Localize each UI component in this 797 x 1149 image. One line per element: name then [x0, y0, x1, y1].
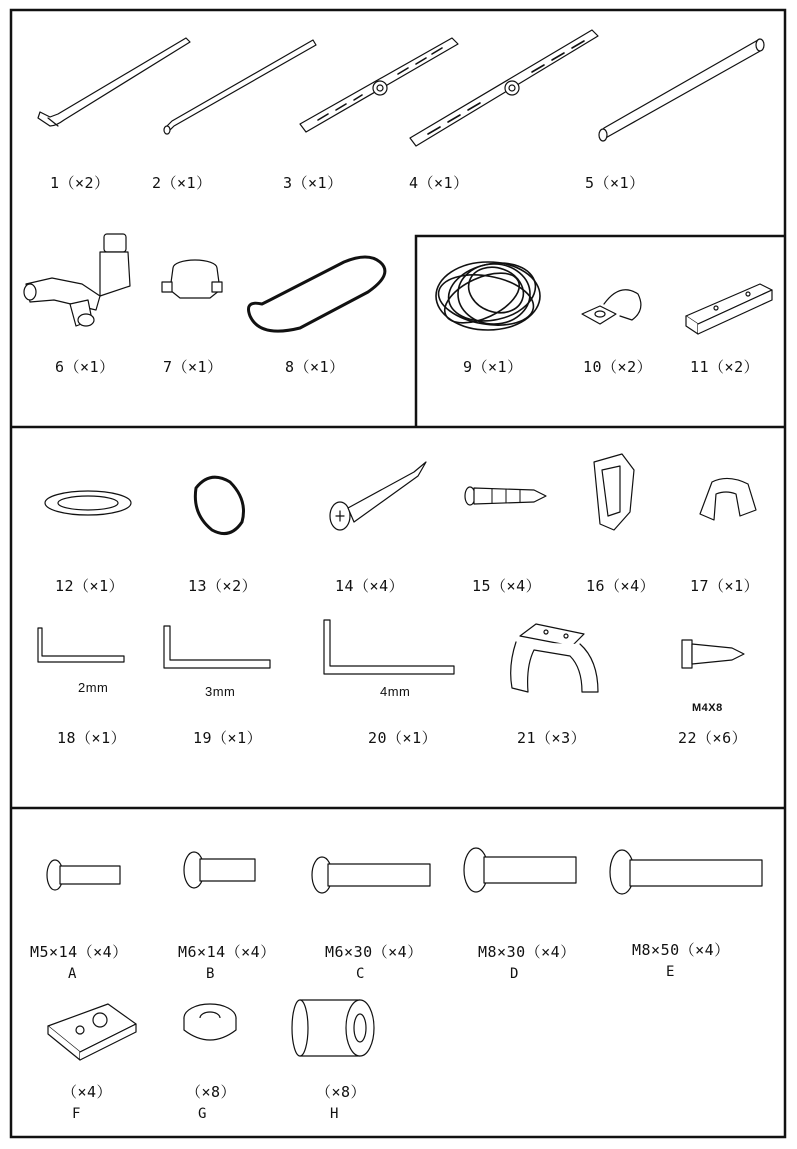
part-22-screw — [682, 640, 744, 668]
part-12-washer — [45, 491, 131, 515]
label-part-4: 4（×1） — [409, 174, 469, 192]
label-hardware-b: M6×14（×4） — [178, 943, 276, 961]
part-10-cable-clip — [582, 290, 641, 324]
size-part-18: 2mm — [78, 680, 109, 695]
label-part-18: 18（×1） — [57, 729, 127, 747]
sleeve-h — [292, 1000, 374, 1056]
letter-hardware-h: H — [330, 1106, 339, 1122]
part-9-cable-ties — [435, 255, 541, 333]
bolt-a — [47, 860, 120, 890]
label-part-15: 15（×4） — [472, 577, 542, 595]
letter-hardware-d: D — [510, 966, 519, 982]
part-7-clamp — [162, 260, 222, 298]
label-part-22: 22（×6） — [678, 729, 748, 747]
part-21-clamp — [511, 624, 598, 692]
label-hardware-a: M5×14（×4） — [30, 943, 128, 961]
label-part-1: 1（×2） — [50, 174, 110, 192]
label-hardware-g: （×8） — [186, 1083, 237, 1101]
letter-hardware-a: A — [68, 966, 77, 982]
part-18-hex-key — [38, 628, 124, 662]
label-part-12: 12（×1） — [55, 577, 125, 595]
label-part-11: 11（×2） — [690, 358, 760, 376]
size-part-22: M4X8 — [692, 702, 723, 714]
spacer-g — [184, 1004, 236, 1040]
bolt-c — [312, 857, 430, 893]
label-hardware-h: （×8） — [316, 1083, 367, 1101]
letter-hardware-f: F — [72, 1106, 81, 1122]
part-14-screw — [330, 462, 426, 530]
part-8-oval-ring — [249, 257, 385, 331]
bolt-d — [464, 848, 576, 892]
label-part-14: 14（×4） — [335, 577, 405, 595]
part-3-slotted-bar — [300, 38, 458, 132]
plate-f — [48, 1004, 136, 1060]
label-part-13: 13（×2） — [188, 577, 258, 595]
letter-hardware-c: C — [356, 966, 365, 982]
part-16-clip — [594, 454, 634, 530]
label-part-19: 19（×1） — [193, 729, 263, 747]
part-5-tube — [599, 39, 764, 141]
part-1-bent-rod — [38, 38, 190, 126]
label-part-20: 20（×1） — [368, 729, 438, 747]
letter-hardware-b: B — [206, 966, 215, 982]
label-hardware-f: （×4） — [62, 1083, 113, 1101]
bolt-e — [610, 850, 762, 894]
label-part-2: 2（×1） — [152, 174, 212, 192]
size-part-19: 3mm — [205, 684, 236, 699]
label-part-17: 17（×1） — [690, 577, 760, 595]
label-part-6: 6（×1） — [55, 358, 115, 376]
label-part-5: 5（×1） — [585, 174, 645, 192]
label-hardware-c: M6×30（×4） — [325, 943, 423, 961]
label-hardware-d: M8×30（×4） — [478, 943, 576, 961]
label-part-8: 8（×1） — [285, 358, 345, 376]
letter-hardware-g: G — [198, 1106, 207, 1122]
label-part-9: 9（×1） — [463, 358, 523, 376]
part-20-hex-key — [324, 620, 454, 674]
part-19-hex-key — [164, 626, 270, 668]
part-17-c-clip — [700, 478, 756, 520]
part-15-anchor — [465, 487, 546, 505]
label-part-7: 7（×1） — [163, 358, 223, 376]
part-13-ring — [195, 477, 243, 533]
label-part-16: 16（×4） — [586, 577, 656, 595]
label-hardware-e: M8×50（×4） — [632, 941, 730, 959]
part-2-rod — [164, 40, 316, 134]
letter-hardware-e: E — [666, 964, 675, 980]
label-part-3: 3（×1） — [283, 174, 343, 192]
part-6-connector — [24, 234, 130, 326]
size-part-20: 4mm — [380, 684, 411, 699]
part-11-block — [686, 284, 772, 334]
label-part-10: 10（×2） — [583, 358, 653, 376]
bolt-b — [184, 852, 255, 888]
label-part-21: 21（×3） — [517, 729, 587, 747]
